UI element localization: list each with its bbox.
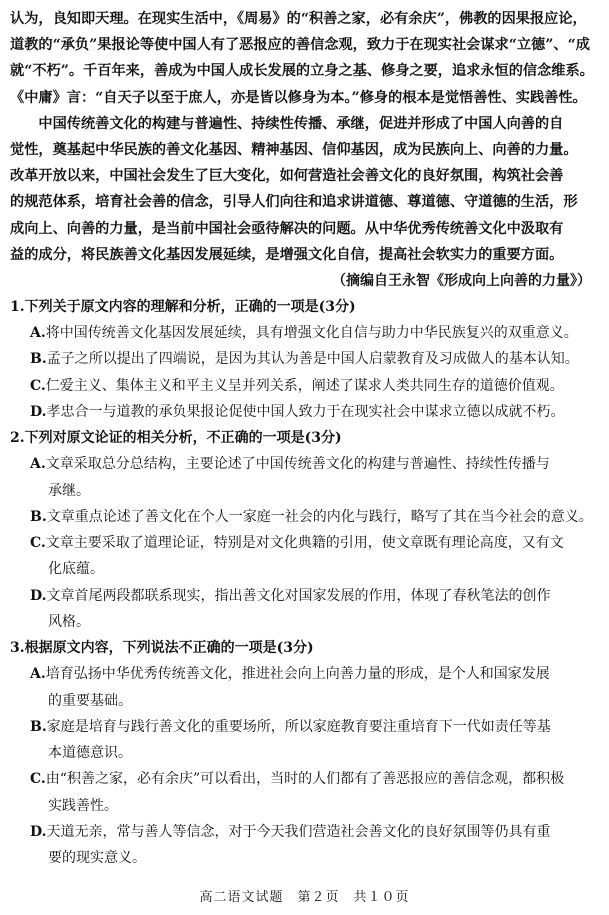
- option-text-continued: 要的现实意义。: [48, 850, 146, 867]
- option-text: 孝忠合一与道教的承负果报论促使中国人致力于在现实社会中谋求立德以成就不朽。: [46, 403, 565, 420]
- option-key: B.: [30, 508, 47, 525]
- passage-line: 《中庸》言：“自天子以至于庶人，亦是皆以修身为本。”修身的根本是觉悟善性、实践善性。: [10, 89, 587, 106]
- option-a[interactable]: [10, 661, 595, 714]
- option-key: A.: [30, 666, 46, 683]
- page-footer: 高二语文试题 第２页 共１０页: [199, 890, 410, 905]
- passage-line: 道教的“承负”果报论等使中国人有了恶报应的善信念观，致力于在现实社会谋求“立德”、“成: [10, 37, 590, 54]
- question-stem: 1.下列关于原文内容的理解和分析，正确的一项是(3分): [10, 299, 356, 316]
- passage-line: 的规范体系，培育社会善的信念，引导人们向往和追求讲道德、尊道德、守道德的生活，形: [10, 194, 578, 211]
- option-key: C.: [30, 771, 46, 788]
- option-key: B.: [30, 351, 47, 368]
- passage-line: 就“不朽”。千百年来，善成为中国人成长发展的立身之基、修身之要，追求永恒的信念维系。: [10, 63, 594, 80]
- passage-paragraph-2: [10, 111, 595, 268]
- question-2: [10, 425, 595, 635]
- passage-paragraph-1: [10, 6, 595, 111]
- option-key: B.: [30, 718, 47, 735]
- option-text: 文章首尾两段都联系现实，指出善文化对国家发展的作用，体现了春秋笔法的创作: [46, 587, 551, 604]
- option-d[interactable]: [10, 399, 595, 425]
- option-text-continued: 风格。: [48, 614, 90, 630]
- option-key: D.: [30, 824, 47, 841]
- option-c[interactable]: [10, 766, 595, 819]
- passage-line: 中国传统善文化的构建与普遍性、持续性传播、承继，促进并形成了中国人向善的自: [38, 115, 564, 132]
- option-text: 文章主要采取了道理论证，特别是对文化典籍的引用，使文章既有理论高度，又有文: [45, 535, 564, 552]
- passage-line: 觉性，奠基起中华民族的善文化基因、精神基因、信仰基因，成为民族向上、向善的力量。: [10, 142, 578, 159]
- option-text: 文章采取总分总结构，主要论述了中国传统善文化的构建与普遍性、持续性传播与: [45, 456, 550, 473]
- question-stem: 2.下列对原文论证的相关分析，不正确的一项是(3分): [10, 430, 342, 447]
- option-c[interactable]: [10, 373, 595, 399]
- option-text: 将中国传统善文化基因发展延续，具有增强文化自信与助力中华民族复兴的双重意义。: [45, 325, 578, 342]
- option-text-continued: 本道德意识。: [48, 745, 132, 762]
- question-3: [10, 635, 595, 871]
- option-text: 孟子之所以提出了四端说，是因为其认为善是中国人启蒙教育及习成做人的基本认知。: [46, 351, 579, 368]
- option-text: 仁爱主义、集体主义和平主义呈并列关系，阐述了谋求人类共同生存的道德价值观。: [45, 377, 564, 394]
- option-text: 家庭是培育与践行善文化的重要场所，所以家庭教育要注重培育下一代如责任等基: [46, 718, 551, 735]
- option-text-continued: 化底蕴。: [48, 561, 104, 578]
- option-key: D.: [30, 587, 47, 604]
- question-stem: 3.根据原文内容，下列说法不正确的一项是(3分): [10, 640, 314, 657]
- passage-line: 成向上、向善的力量，是当前中国社会亟待解决的问题。从中华优秀传统善文化中汲取有: [10, 220, 564, 237]
- option-d[interactable]: [10, 819, 595, 872]
- option-text: 天道无亲，常与善人等信念，对于今天我们营造社会善文化的良好氛围等仍具有重: [46, 824, 551, 841]
- option-text: 由“积善之家，必有余庆”可以看出，当时的人们都有了善恶报应的善信念观，都积极: [45, 771, 565, 788]
- option-key: D.: [30, 403, 47, 420]
- passage-source: （摘编自王永智《形成向上向善的力量》）: [332, 273, 591, 290]
- option-key: C.: [30, 377, 46, 394]
- option-text-continued: 的重要基础。: [48, 692, 132, 709]
- option-key: C.: [30, 535, 46, 552]
- option-b[interactable]: [10, 504, 595, 530]
- option-b[interactable]: [10, 346, 595, 372]
- option-key: A.: [30, 325, 46, 342]
- option-c[interactable]: [10, 530, 595, 583]
- passage-line: 益的成分，将民族善文化基因发展延续，是增强文化自信，提高社会软实力的重要方面。: [10, 246, 564, 263]
- option-a[interactable]: [10, 451, 595, 504]
- passage-line: 改革开放以来，中国社会发生了巨大变化，如何营造社会善文化的良好氛围，构筑社会善: [10, 168, 564, 185]
- question-1: [10, 294, 595, 425]
- option-text-continued: 实践善性。: [48, 797, 118, 814]
- option-b[interactable]: [10, 714, 595, 767]
- option-text: 文章重点论述了善文化在个人一家庭一社会的内化与践行，略写了其在当今社会的意义。: [46, 508, 593, 525]
- option-text: 培育弘扬中华优秀传统善文化，推进社会向上向善力量的形成，是个人和国家发展: [45, 666, 550, 683]
- option-d[interactable]: [10, 583, 595, 636]
- passage-line: 认为，良知即天理。在现实生活中，《周易》的“积善之家，必有余庆”，佛教的因果报应论，: [10, 11, 587, 27]
- option-a[interactable]: [10, 320, 595, 346]
- option-key: A.: [30, 456, 46, 473]
- option-text-continued: 承继。: [48, 482, 90, 499]
